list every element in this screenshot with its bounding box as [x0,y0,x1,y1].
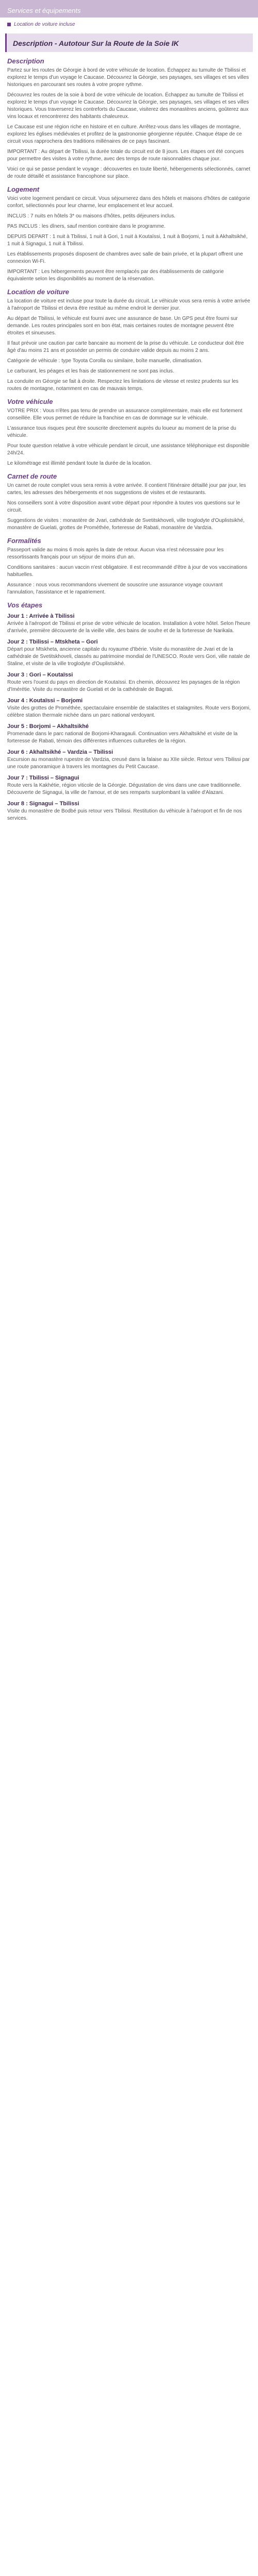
paragraph: VOTRE PRIX : Vous n'êtes pas tenu de prendre un assurance complémentaire, mais elle est fortement conseillée. Elle vous permet de réduire la franchise en cas de dommage sur le véhicule. [7,408,243,421]
paragraph: Au départ de Tbilissi, le véhicule est fourni avec une assurance de base. Un GPS peut être fourni sur demande. Les routes principales sont en bon état, mais certaines routes de montagne peuvent être étroites et sinueuses. [7,316,238,336]
paragraph: Passeport valide au moins 6 mois après la date de retour. Aucun visa n'est nécessaire pour les ressortissants français pour un séjour de moins d'un an. [7,547,224,560]
day-title: Jour 5 : Borjomi – Akhaltsikhé [7,723,89,730]
paragraph: DEPUIS DEPART : 1 nuit à Tbilissi, 1 nuit à Gori, 1 nuit à Koutaïssi, 1 nuit à Borjomi, 1 nuit à Akhaltsikhé, 1 nuit à Signagui, 1 nuit à Tbilissi. [7,234,248,247]
hero-title: Description - Autotour Sur la Route de la Soie IK [13,39,179,47]
paragraph: Partez sur les routes de Géorgie à bord de votre véhicule de location. Échappez au tumulte de Tbilissi et explorez le temps d'un voyage le Caucase. Découvrez la Géorgie, ses paysages, ses villages et ses villes historiques en parcourant ses routes à votre propre rythme. [7,67,249,88]
paragraph: Nos conseillers sont à votre disposition avant votre départ pour répondre à toutes vos questions sur le circuit. [7,500,240,513]
paragraph: Voici ce qui se passe pendant le voyage : découvertes en toute liberté, hébergements sélectionnés, carnet de route détaillé et assistance francophone sur place. [7,166,250,179]
section-heading: Logement [7,185,40,193]
section-etapes [7,601,251,822]
day-text: Arrivée à l'aéroport de Tbilissi et prise de votre véhicule de location. Installation à votre hôtel. Selon l'heure d'arrivée, première découverte de la vieille ville, des bains de soufre et de la forteresse de Narikala. [7,621,251,634]
paragraph: Le Caucase est une région riche en histoire et en culture. Arrêtez-vous dans les villages de montagne, explorez les églises médiévales et profitez de la gastronomie géorgienne réputée. Chaque étape de ce circuit vous rapprochera des traditions millénaires de ce pays fascinant. [7,124,242,144]
day-title: Jour 7 : Tbilissi – Signagui [7,775,79,781]
section-heading: Carnet de route [7,472,57,480]
day-text: Visite des grottes de Prométhée, spectaculaire ensemble de stalactites et stalagmites. Route vers Borjomi, célèbre station thermale nichée dans un parc national verdoyant. [7,705,251,718]
day-item [7,639,251,668]
day-item [7,775,251,796]
day-title: Jour 6 : Akhaltsikhé – Vardzia – Tbilissi [7,749,114,755]
page [0,0,258,822]
main-content [0,57,258,822]
day-title: Jour 1 : Arrivée à Tbilissi [7,613,75,619]
paragraph: Les établissements proposés disposent de chambres avec salle de bain privée, et la plupart offrent une connexion Wi-Fi. [7,251,243,264]
paragraph: La location de voiture est incluse pour toute la durée du circuit. Le véhicule vous sera remis à votre arrivée à l'aéroport de Tbilissi et devra être restitué au même endroit le dernier jour. [7,298,250,311]
paragraph: Suggestions de visites : monastère de Jvari, cathédrale de Svetitskhoveli, ville troglodyte d'Ouplistsikhé, monastère de Guelati, grottes de Prométhée, forteresse de Rabati, monastère de Vardzia. [7,518,245,531]
section-heading: Location de voiture [7,288,69,296]
paragraph: INCLUS : 7 nuits en hôtels 3* ou maisons d'hôtes, petits déjeuners inclus. [7,213,175,219]
paragraph: Assurance : nous vous recommandons vivement de souscrire une assurance voyage couvrant l'annulation, l'assistance et le rapatriement. [7,582,223,595]
day-text: Promenade dans le parc national de Borjomi-Kharagauli. Continuation vers Akhaltsikhé et visite de la forteresse de Rabati, témoin des différentes influences culturelles de la région. [7,731,238,744]
paragraph: IMPORTANT : Les hébergements peuvent être remplacés par des établissements de catégorie équivalente selon les disponibilités au moment de la réservation. [7,269,224,282]
paragraph: Il faut prévoir une caution par carte bancaire au moment de la prise du véhicule. Le conducteur doit être âgé d'au moins 21 ans et posséder un permis de conduire valide depuis au moins 2 ans. [7,341,244,353]
paragraph: Le carburant, les péages et les frais de stationnement ne sont pas inclus. [7,368,174,374]
day-text: Route vers la Kakhétie, région viticole de la Géorgie. Dégustation de vins dans une cave traditionnelle. Découverte de Signagui, la ville de l'amour, et de ses remparts surplombant la vallée d'Alazani. [7,783,241,795]
paragraph: Pour toute question relative à votre véhicule pendant le circuit, une assistance téléphonique est disponible 24h/24. [7,443,250,456]
location-row [0,18,258,31]
day-item [7,801,251,822]
hero-band [5,33,253,52]
section-logement [7,185,251,283]
section-heading: Vos étapes [7,601,43,609]
day-item [7,698,251,719]
section-carnet [7,472,251,532]
day-title: Jour 4 : Koutaïssi – Borjomi [7,698,83,704]
paragraph: La conduite en Géorgie se fait à droite. Respectez les limitations de vitesse et restez prudents sur les routes de montagne, notamment en cas de mauvais temps. [7,379,239,392]
paragraph: Catégorie de véhicule : type Toyota Corolla ou similaire, boîte manuelle, climatisation. [7,358,203,364]
square-bullet-icon [7,23,11,26]
paragraph: IMPORTANT : Au départ de Tbilissi, la durée totale du circuit est de 8 jours. Les étapes ont été conçues pour permettre des visites à votre rythme, avec des temps de route raisonnables chaque jour. [7,149,244,162]
section-location-voiture [7,288,251,393]
day-text: Route vers l'ouest du pays en direction de Koutaïssi. En chemin, découvrez les paysages de la région d'Imérétie. Visite du monastère de Guelati et de la cathédrale de Bagrati. [7,680,240,692]
top-banner [0,0,258,18]
day-item [7,723,251,745]
section-heading: Formalités [7,537,41,545]
paragraph: Découvrez les routes de la soie à bord de votre véhicule de location. Échappez au tumulte de Tbilissi et explorez le temps d'un voyage le Caucase. Découvrez la Géorgie, ses paysages, ses villages et ses villes historiques. Vous traverserez les contreforts du Caucase, visiterez des monastères anciens, goûterez aux vins locaux et rencontrerez des habitants chaleureux. [7,92,249,120]
section-vehicule [7,398,251,467]
section-heading: Description [7,57,44,65]
day-item [7,613,251,635]
day-text: Départ pour Mtskheta, ancienne capitale du royaume d'Ibérie. Visite du monastère de Jvari et de la cathédrale de Svetitskhoveli, classés au patrimoine mondial de l'UNESCO. Route vers Gori, ville natale de Staline, et visite de la ville troglodyte d'Ouplistsikhé. [7,647,250,667]
day-title: Jour 8 : Signagui – Tbilissi [7,801,79,807]
paragraph: Conditions sanitaires : aucun vaccin n'est obligatoire. Il est recommandé d'être à jour de vos vaccinations habituelles. [7,565,248,578]
day-title: Jour 2 : Tbilissi – Mtskheta – Gori [7,639,98,645]
location-label: Location de voiture incluse [14,22,75,27]
section-formalites [7,537,251,596]
day-text: Visite du monastère de Bodbé puis retour vers Tbilissi. Restitution du véhicule à l'aéroport et fin de nos services. [7,808,242,821]
paragraph: Un carnet de route complet vous sera remis à votre arrivée. Il contient l'itinéraire détaillé jour par jour, les cartes, les adresses des hébergements et nos suggestions de visites et de restaurants. [7,483,246,496]
header-title: Services et équipements [7,7,81,14]
section-description [7,57,251,180]
paragraph: L'assurance tous risques peut être souscrite directement auprès du loueur au moment de la prise du véhicule. [7,426,236,438]
day-text: Excursion au monastère rupestre de Vardzia, creusé dans la falaise au XIIe siècle. Retour vers Tbilissi par une route panoramique à travers les montagnes du Petit Caucase. [7,757,250,770]
section-heading: Votre véhicule [7,398,53,405]
paragraph: Voici votre logement pendant ce circuit. Vous séjournerez dans des hôtels et maisons d'hôtes de catégorie confort, sélectionnés pour leur charme, leur emplacement et leur accueil. [7,196,250,209]
paragraph: Le kilométrage est illimité pendant toute la durée de la location. [7,461,152,466]
day-item [7,749,251,771]
day-item [7,672,251,693]
day-title: Jour 3 : Gori – Koutaïssi [7,672,73,678]
paragraph: PAS INCLUS : les dîners, sauf mention contraire dans le programme. [7,224,166,229]
